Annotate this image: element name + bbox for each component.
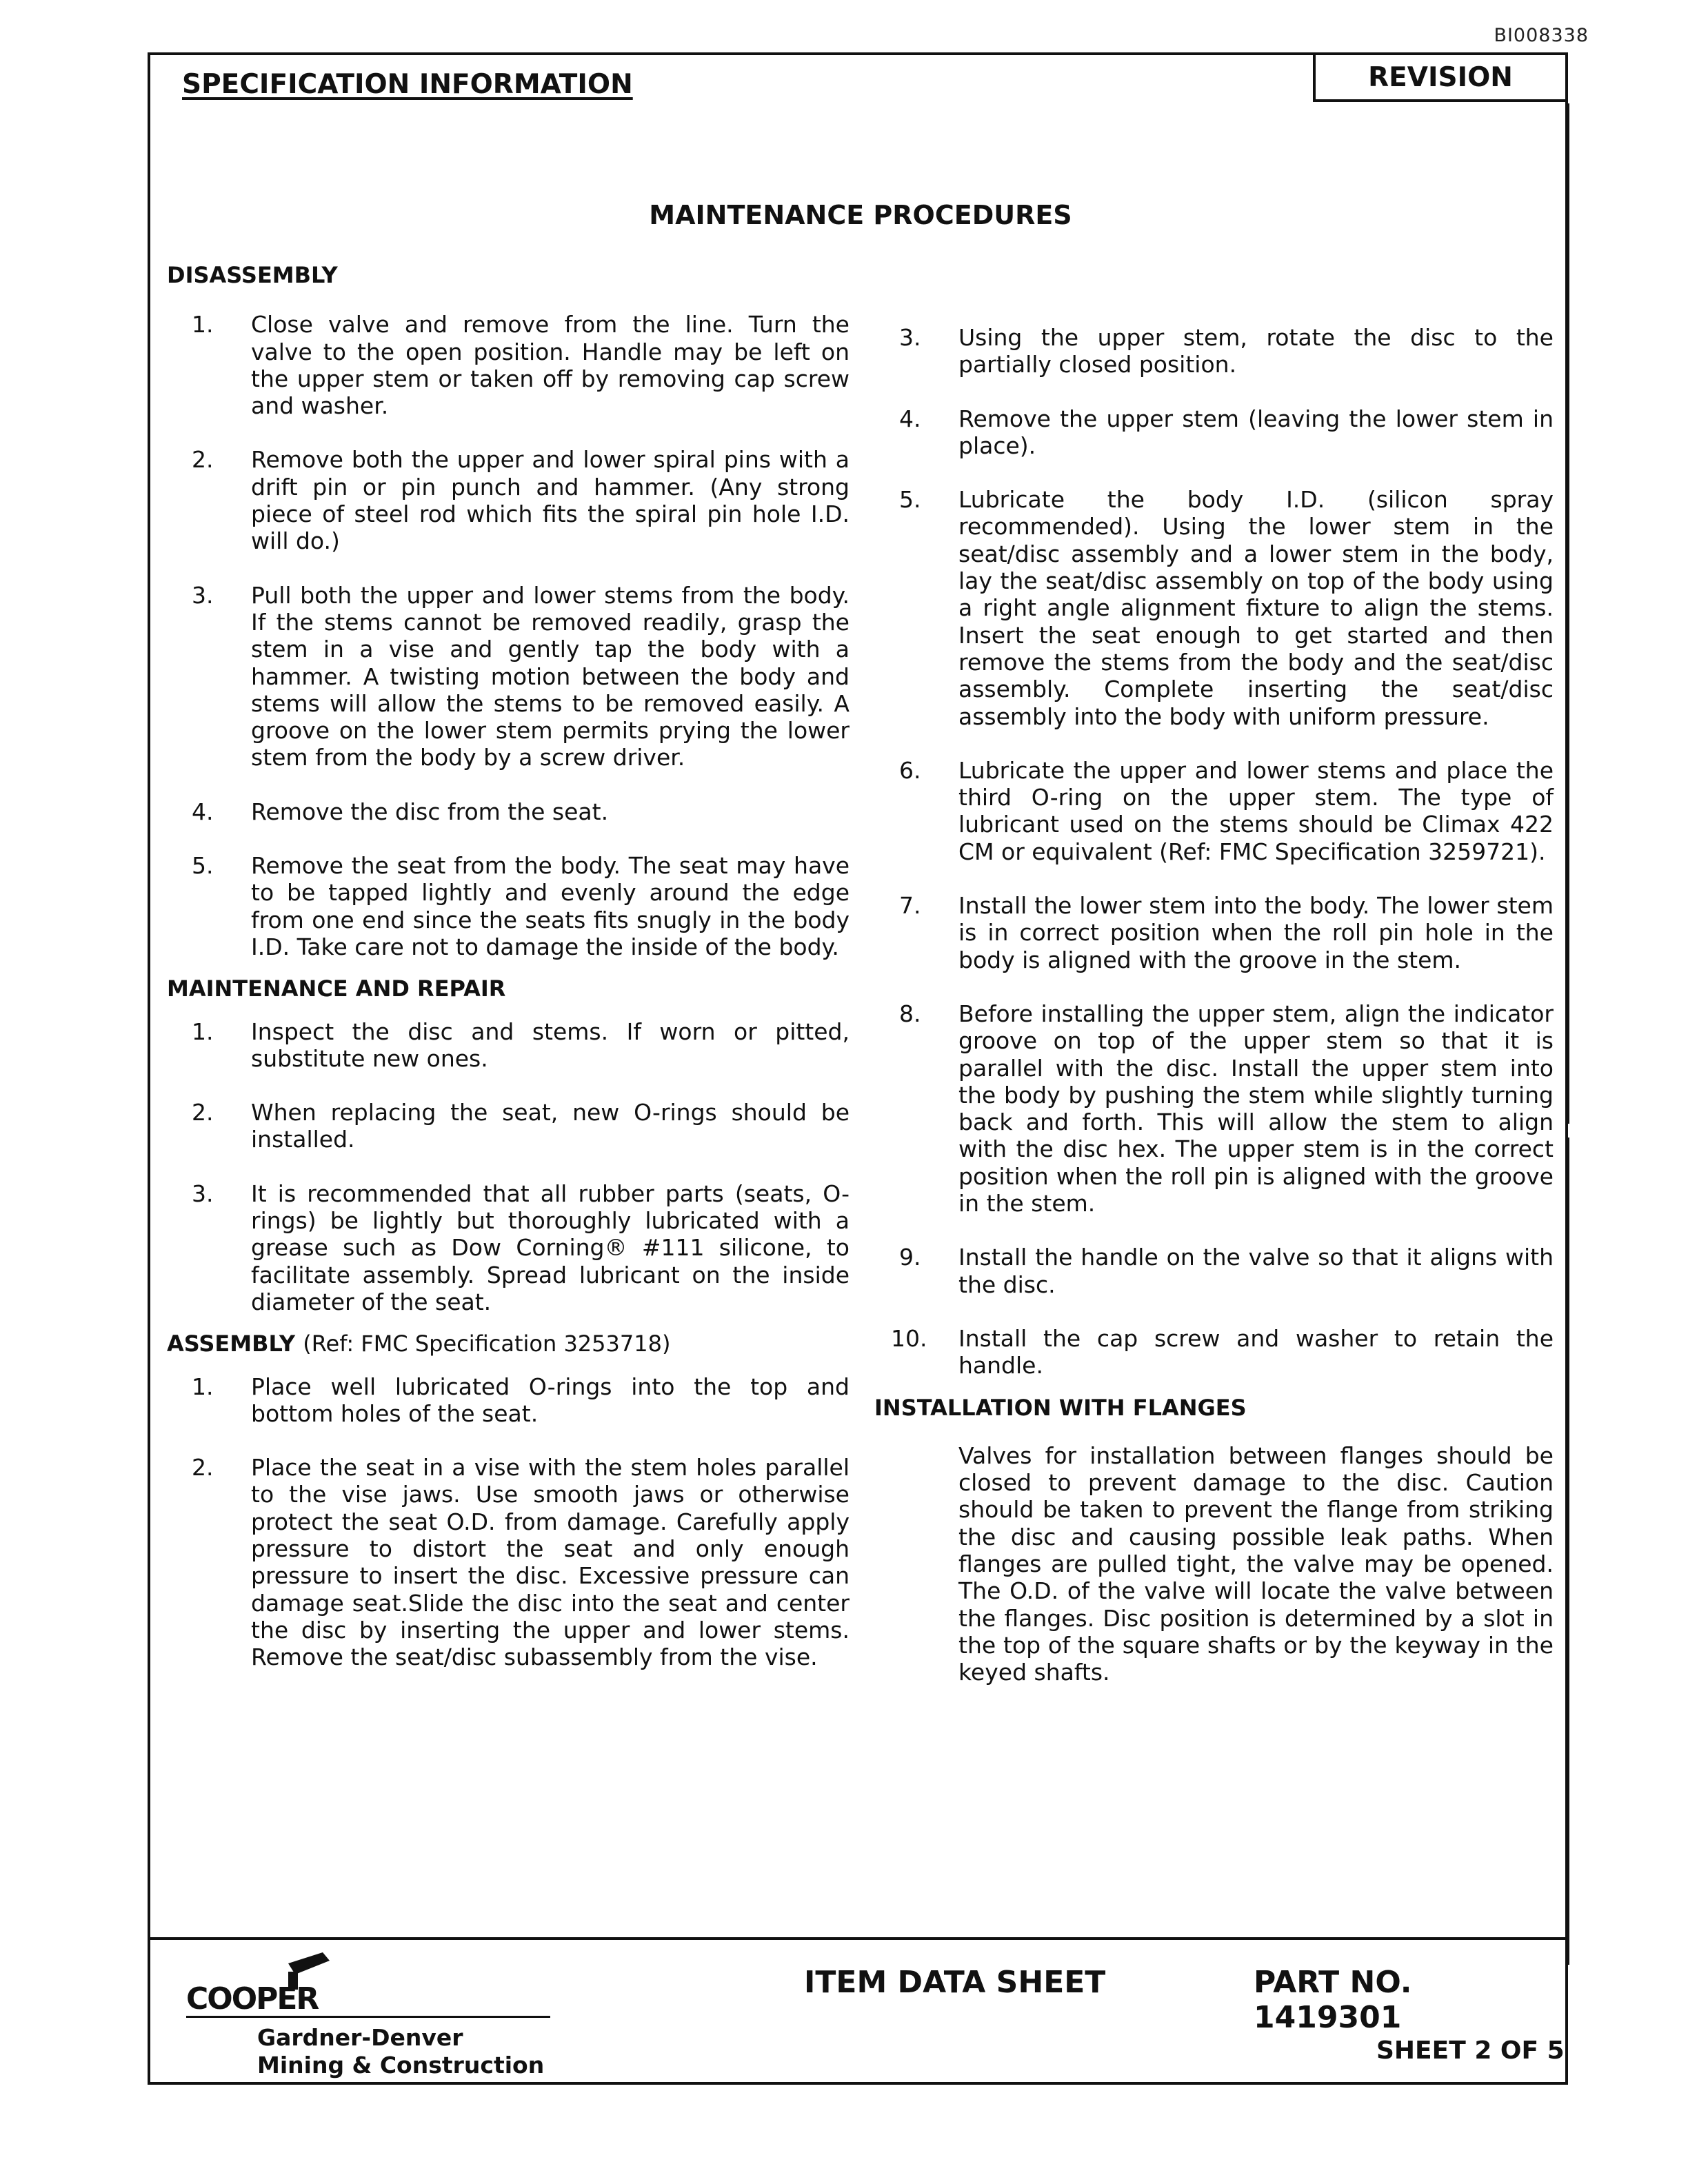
logo-divider	[186, 2016, 550, 2018]
item-text: Remove the upper stem (leaving the lower stem in place).	[958, 405, 1554, 459]
item-text: Inspect the disc and stems. If worn or pitted, substitute new ones.	[251, 1018, 850, 1072]
item-text: Pull both the upper and lower stems from the body. If the stems cannot be removed readily, grasp the stem in a vise and gently tap the body with a hammer. A twisting motion between the body and stems will allow the stems to be removed easily. A groove on the lower stem permits prying the lower stem from the body by a screw driver.	[251, 581, 850, 771]
item-number: 3.	[192, 1180, 214, 1207]
item-text: Lubricate the body I.D. (silicon spray recommended). Using the lower stem in the seat/disc assembly and a lower stem in the body, lay the seat/disc assembly on top of the body using a right angle alignment fixture to align the stems. Insert the seat enough to get started and then remove the stems from the body and the seat/disc assembly. Complete inserting the seat/disc assembly into the body with uniform pressure.	[958, 486, 1554, 730]
list-item	[167, 1180, 850, 1315]
list-item	[874, 1325, 1554, 1379]
company-line: Gardner-Denver	[257, 2024, 463, 2051]
company-name	[257, 2024, 544, 2079]
list-item	[167, 582, 850, 771]
list-item	[167, 1099, 850, 1153]
list-item	[874, 405, 1554, 460]
item-number: 7.	[899, 892, 921, 920]
item-text: Place the seat in a vise with the stem holes parallel to the vise jaws. Use smooth jaws or otherwise protect the seat O.D. from damage. Carefully apply pressure to distort the seat and only enough pressure to insert the disc. Excessive pressure can damage seat.Slide the disc into the seat and center the disc by inserting the upper and lower stems. Remove the seat/disc subassembly from the vise.	[251, 1454, 850, 1671]
item-number: 1.	[192, 311, 214, 338]
list-item	[874, 757, 1554, 865]
item-number: 5.	[192, 852, 214, 880]
document-id: BI008338	[1494, 25, 1589, 46]
list-item	[167, 311, 850, 419]
item-number: 2.	[192, 446, 214, 474]
left-column	[167, 262, 850, 1697]
item-number: 3.	[899, 324, 921, 351]
item-number: 4.	[192, 798, 214, 825]
revision-bar	[1567, 103, 1569, 1124]
item-number: 6.	[899, 756, 921, 784]
item-number: 1.	[192, 1018, 214, 1045]
assembly-heading-label: ASSEMBLY	[167, 1331, 296, 1357]
list-item	[167, 446, 850, 554]
item-number: 5.	[899, 486, 921, 514]
item-number: 8.	[899, 1000, 921, 1027]
item-data-sheet-label: ITEM DATA SHEET	[804, 1965, 1106, 2000]
item-number: 9.	[899, 1244, 921, 1271]
item-number: 4.	[899, 405, 921, 432]
list-item	[167, 1454, 850, 1670]
list-item	[874, 1244, 1554, 1298]
spec-title: SPECIFICATION INFORMATION	[182, 69, 633, 100]
right-column	[874, 324, 1554, 1686]
page-frame	[148, 52, 1568, 2085]
item-text: Remove both the upper and lower spiral pins with a drift pin or pin punch and hammer. (Any strong piece of steel rod which fits the spiral pin hole I.D. will do.)	[251, 446, 850, 555]
list-item	[167, 1018, 850, 1073]
item-text: Install the handle on the valve so that it aligns with the disc.	[958, 1244, 1554, 1298]
item-text: Install the cap screw and washer to retain the handle.	[958, 1324, 1554, 1379]
revision-box: REVISION	[1313, 52, 1568, 102]
section-heading-assembly	[167, 1331, 850, 1357]
sheet-number: SHEET 2 OF 5	[1376, 2036, 1565, 2065]
list-item	[874, 892, 1554, 973]
list-item	[167, 798, 850, 825]
list-item	[167, 1373, 850, 1428]
item-text: Lubricate the upper and lower stems and place the third O-ring on the upper stem. The type of lubricant used on the stems should be Climax 422 CM or equivalent (Ref: FMC Specification 3259721).	[958, 756, 1554, 865]
assembly-heading-ref: (Ref: FMC Specification 3253718)	[303, 1331, 671, 1357]
item-number: 1.	[192, 1373, 214, 1400]
item-number: 3.	[192, 581, 214, 609]
page-title: MAINTENANCE PROCEDURES	[649, 200, 1072, 230]
item-text: Remove the seat from the body. The seat may have to be tapped lightly and evenly around the edge from one end since the seats fits snugly in the body I.D. Take care not to damage the inside of the body.	[251, 852, 850, 960]
item-text: Install the lower stem into the body. The lower stem is in correct position when the roll pin hole in the body is aligned with the groove in the stem.	[958, 892, 1554, 973]
item-text: Remove the disc from the seat.	[251, 798, 609, 825]
item-text: Before installing the upper stem, align the indicator groove on top of the upper stem so that it is parallel with the disc. Install the upper stem into the body by pushing the stem while slightly turning back and forth. This will allow the stem to align with the disc hex. The upper stem is in the correct position when the roll pin is aligned with the groove in the stem.	[958, 1000, 1554, 1217]
part-number: PART NO. 1419301	[1254, 1965, 1412, 2035]
item-number: 2.	[192, 1099, 214, 1126]
item-text: It is recommended that all rubber parts (seats, O-rings) be lightly but thoroughly lubricated with a grease such as Dow Corning® #111 silicone, to facilitate assembly. Spread lubricant on the inside diameter of the seat.	[251, 1180, 850, 1315]
list-item	[167, 852, 850, 960]
revision-bar	[1567, 1138, 1569, 1965]
company-line: Mining & Construction	[257, 2052, 545, 2079]
section-heading-maintenance: MAINTENANCE AND REPAIR	[167, 975, 506, 1002]
item-number: 10.	[891, 1324, 927, 1352]
item-text: When replacing the seat, new O-rings should be installed.	[251, 1099, 850, 1153]
item-text: Using the upper stem, rotate the disc to the partially closed position.	[958, 324, 1554, 378]
item-text: Place well lubricated O-rings into the top and bottom holes of the seat.	[251, 1373, 850, 1427]
list-item	[874, 486, 1554, 730]
footer	[150, 1937, 1565, 2085]
list-item	[874, 324, 1554, 378]
list-item	[874, 1000, 1554, 1217]
logo-text: COOPER	[186, 1981, 319, 2016]
item-number: 2.	[192, 1454, 214, 1482]
section-heading-installation: INSTALLATION WITH FLANGES	[874, 1394, 1247, 1421]
item-text: Close valve and remove from the line. Turn the valve to the open position. Handle may be left on the upper stem or taken off by removing cap screw and washer.	[251, 311, 850, 420]
installation-text: Valves for installation between flanges should be closed to prevent damage to the disc. Caution should be taken to prevent the flange from striking the disc and causing possible leak paths. When flanges are pulled tight, the valve may be opened. The O.D. of the valve will locate the valve between the flanges. Disc position is determined by a slot in the top of the square shafts or by the keyway in the keyed shafts.	[958, 1442, 1554, 1686]
section-heading-disassembly: DISASSEMBLY	[167, 262, 338, 288]
